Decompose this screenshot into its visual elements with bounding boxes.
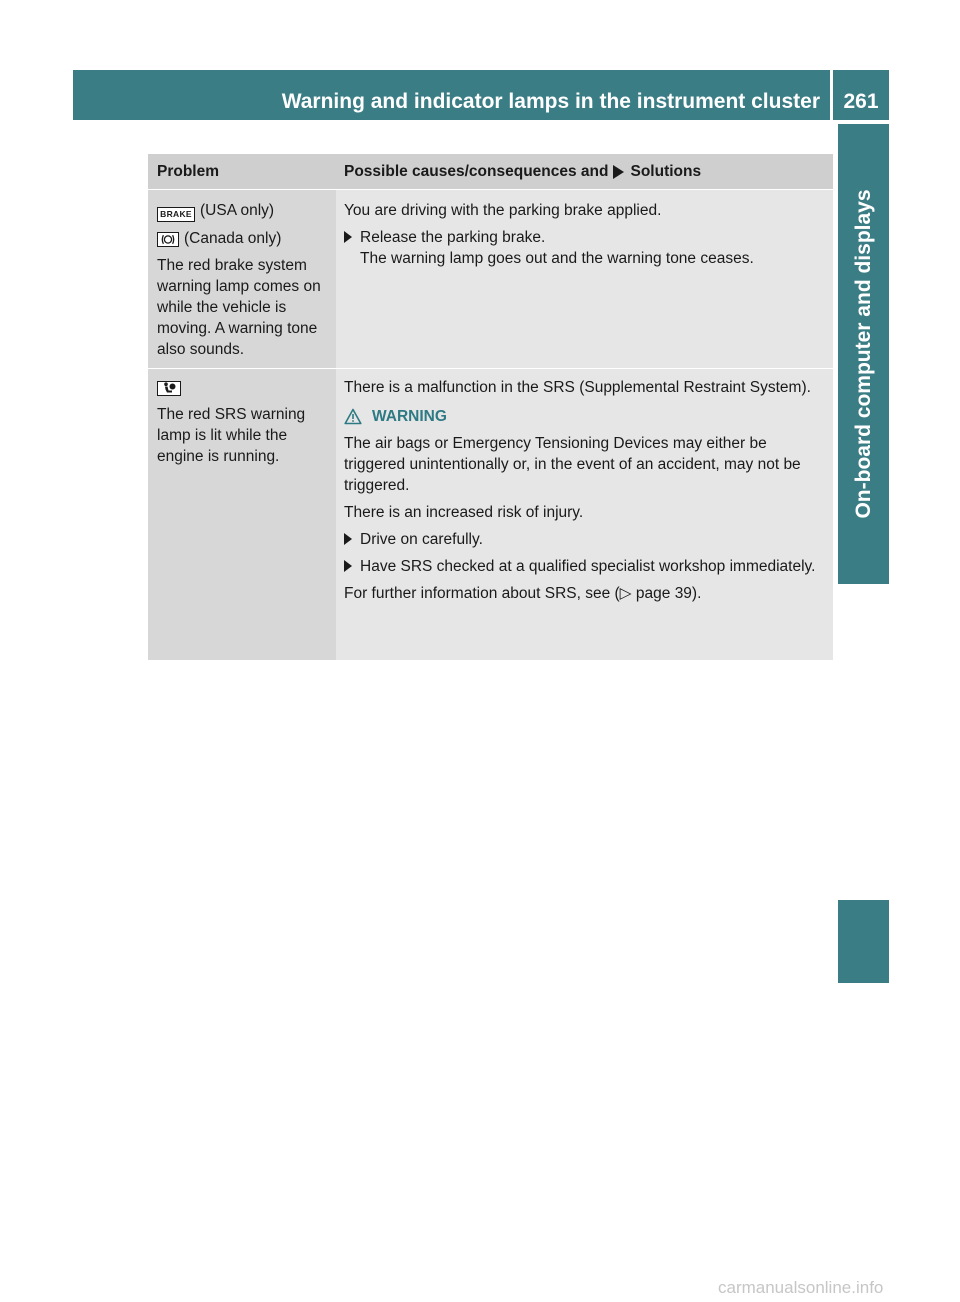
step-item [344, 529, 825, 550]
warning-text: The air bags or Emergency Tensioning Devices may either be triggered unintentionally or, in the event of an accident, may not be triggered. [344, 435, 801, 494]
warning-triangle-icon [344, 408, 362, 425]
solution-cell [336, 189, 833, 368]
further-info-text: For further information about SRS, see (▷ page 39). [344, 585, 702, 602]
page-number: 261 [843, 90, 879, 113]
warning-heading [344, 406, 825, 427]
problem-text: The red brake system warning lamp comes on while the vehicle is moving. A warning tone also sounds. [157, 257, 321, 358]
arrow-right-icon [613, 165, 624, 179]
table-row [148, 368, 833, 660]
header-causes [336, 154, 833, 189]
circle-brake-icon [157, 232, 179, 247]
side-marker [838, 900, 889, 983]
problem-text: The red SRS warning lamp is lit while the engine is running. [157, 406, 306, 465]
page-number-box [833, 70, 889, 120]
table-row [148, 189, 833, 368]
brake-warning-icon: BRAKE [157, 207, 195, 222]
watermark: carmanualsonline.info [718, 1278, 884, 1297]
step-item [344, 227, 825, 269]
srs-airbag-icon [157, 381, 181, 396]
step-text: Drive on carefully. [360, 531, 483, 548]
cause-text: You are driving with the parking brake applied. [344, 202, 662, 219]
risk-text: There is an increased risk of injury. [344, 504, 584, 521]
header-solutions-label: Solutions [630, 163, 702, 180]
header-causes-label: Possible causes/consequences and [344, 163, 609, 180]
step-text: Release the parking brake. [360, 229, 546, 246]
side-tab [838, 124, 889, 584]
step-detail: The warning lamp goes out and the warning tone ceases. [360, 250, 754, 267]
header-bar [73, 70, 830, 120]
cause-text: There is a malfunction in the SRS (Supplemental Restraint System). [344, 379, 811, 396]
table-header-row [148, 154, 833, 189]
canada-only-label: (Canada only) [184, 230, 282, 247]
header-problem: Problem [148, 154, 336, 189]
step-arrow-icon [344, 533, 352, 545]
step-arrow-icon [344, 231, 352, 243]
problem-cell [148, 189, 336, 368]
side-tab-label: On-board computer and displays [851, 189, 875, 519]
solution-cell [336, 368, 833, 660]
warning-label: WARNING [372, 408, 447, 425]
step-arrow-icon [344, 560, 352, 572]
step-text: Have SRS checked at a qualified specialist workshop immediately. [360, 558, 816, 575]
lamp-table [148, 154, 833, 660]
usa-only-label: (USA only) [200, 202, 275, 219]
step-item [344, 556, 825, 577]
problem-cell [148, 368, 336, 660]
page-title: Warning and indicator lamps in the instrument cluster [281, 90, 820, 113]
